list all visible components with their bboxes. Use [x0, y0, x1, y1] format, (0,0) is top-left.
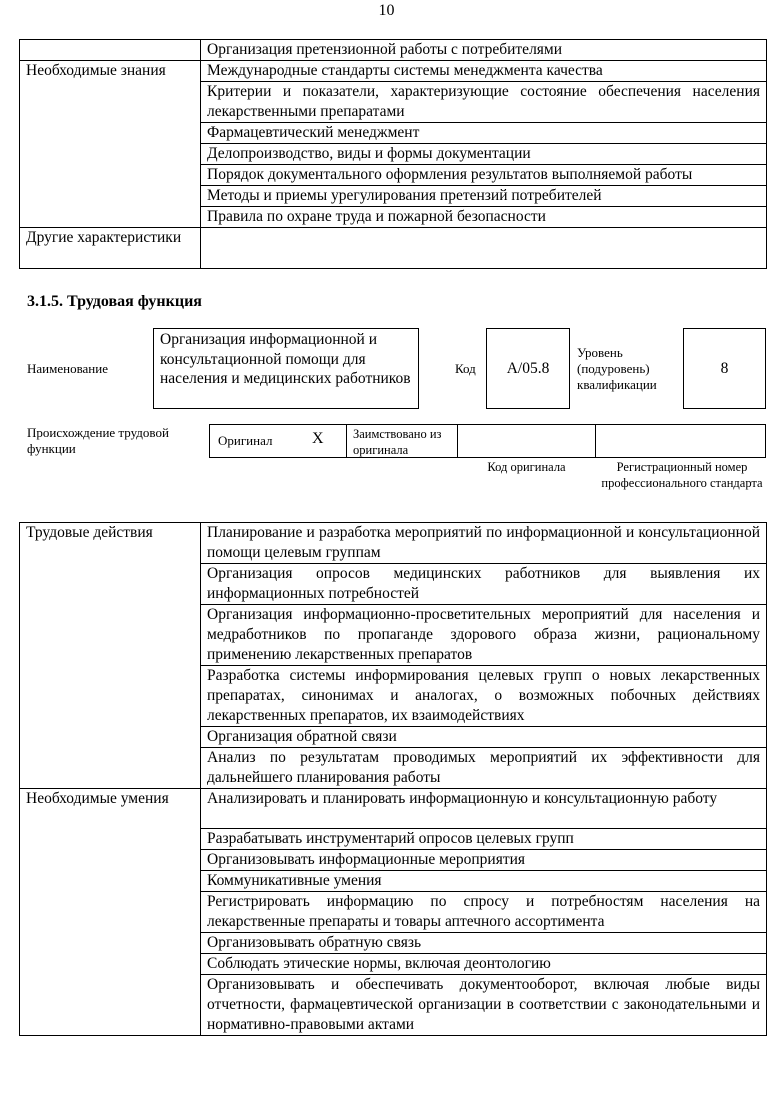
section-title: 3.1.5. Трудовая функция [27, 293, 202, 310]
reg-number-cell [595, 424, 766, 458]
page-number: 10 [378, 2, 395, 19]
knowledge-item: Критерии и показатели, характеризующие состояние обеспечения населения лекарственными препаратами [201, 82, 767, 123]
skill-item: Организовывать и обеспечивать документооборот, включая любые виды отчетности, фармацевтической организации в соответствии с законодательными и нормативно-правовыми актами [201, 975, 767, 1036]
action-item: Разработка системы информирования целевых групп о новых лекарственных препаратах, синонимах и аналогах, о возможных побочных действиях лекарственных препаратов, их взаимодействиях [201, 666, 767, 727]
other-characteristics-label: Другие характеристики [20, 228, 201, 269]
original-cell [209, 424, 347, 458]
level-value: 8 [683, 328, 766, 409]
skill-item: Организовывать обратную связь [201, 933, 767, 954]
skills-label: Необходимые умения [20, 789, 201, 1036]
knowledge-item: Международные стандарты системы менеджмента качества [201, 61, 767, 82]
origin-label: Происхождение трудовой функции [27, 425, 169, 456]
skill-item: Регистрировать информацию по спросу и потребностям населения на лекарственные препараты и товары аптечного ассортимента [201, 892, 767, 933]
code-value: A/05.8 [486, 328, 570, 409]
original-mark: X [312, 430, 324, 447]
level-label: Уровень (подуровень) квалификации [577, 345, 657, 392]
skill-item: Соблюдать этические нормы, включая деонтологию [201, 954, 767, 975]
knowledge-table [19, 39, 767, 269]
action-item: Планирование и разработка мероприятий по информационной и консультационной помощи целевым группам [201, 523, 767, 564]
original-code-caption: Код оригинала [487, 460, 566, 474]
empty-label-cell [20, 40, 201, 61]
skill-item: Разрабатывать инструментарий опросов целевых групп [201, 829, 767, 850]
other-characteristics-value [201, 228, 767, 269]
original-code-cell [457, 424, 596, 458]
function-name: Организация информационной и консультационной помощи для населения и медицинских работников [153, 328, 419, 409]
skill-item: Коммуникативные умения [201, 871, 767, 892]
table-row: Организация претензионной работы с потребителями [201, 40, 767, 61]
name-label: Наименование [27, 361, 108, 376]
action-item: Организация опросов медицинских работников для выявления их информационных потребностей [201, 564, 767, 605]
skill-item: Организовывать информационные мероприятия [201, 850, 767, 871]
action-item: Организация информационно-просветительных мероприятий для населения и медработников по пропаганде здорового образа жизни, рациональному применению лекарственных препаратов [201, 605, 767, 666]
actions-skills-table [19, 522, 767, 1036]
actions-label: Трудовые действия [20, 523, 201, 789]
knowledge-item: Правила по охране труда и пожарной безопасности [201, 207, 767, 228]
knowledge-item: Фармацевтический менеджмент [201, 123, 767, 144]
knowledge-label: Необходимые знания [20, 61, 201, 228]
skill-item: Анализировать и планировать информационную и консультационную работу [201, 789, 767, 829]
action-item: Анализ по результатам проводимых мероприятий их эффективности для дальнейшего планирования работы [201, 748, 767, 789]
knowledge-item: Порядок документального оформления результатов выполняемой работы [201, 165, 767, 186]
knowledge-item: Делопроизводство, виды и формы документации [201, 144, 767, 165]
code-label: Код [455, 361, 476, 376]
original-label: Оригинал [218, 433, 273, 448]
knowledge-item: Методы и приемы урегулирования претензий потребителей [201, 186, 767, 207]
reg-number-caption: Регистрационный номер профессионального стандарта [601, 460, 763, 490]
action-item: Организация обратной связи [201, 727, 767, 748]
borrowed-cell: Заимствовано из оригинала [346, 424, 458, 458]
